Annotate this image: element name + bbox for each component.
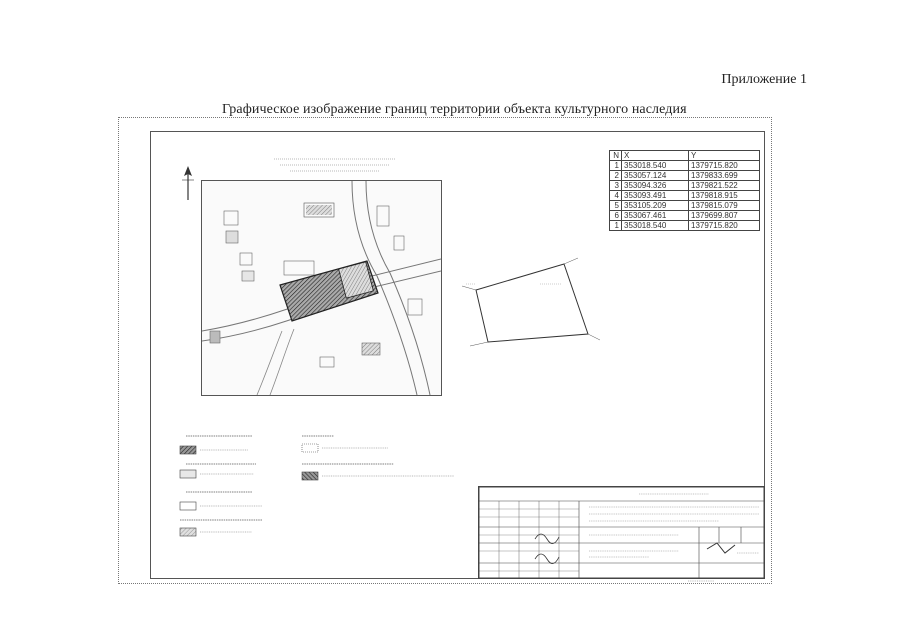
document-title: Графическое изображение границ территории объекта культурного наследия — [222, 102, 687, 117]
sheet-number-label — [686, 578, 716, 584]
north-arrow-icon — [182, 166, 194, 200]
legend-right-column — [298, 432, 458, 492]
annex-label: Приложение 1 — [721, 72, 807, 87]
x-value: 353018.540 — [622, 221, 689, 231]
table-row — [610, 191, 760, 201]
row-number: 4 — [610, 191, 622, 201]
coordinates-table — [609, 150, 760, 231]
x-value: 353094.326 — [622, 181, 689, 191]
table-row — [610, 201, 760, 211]
x-value: 353018.540 — [622, 161, 689, 171]
x-value: 353093.491 — [622, 191, 689, 201]
plan-callout-note — [270, 156, 400, 177]
y-value: 1379833.699 — [689, 171, 760, 181]
title-block-stamp — [478, 486, 765, 579]
y-value: 1379815.079 — [689, 201, 760, 211]
row-number: 5 — [610, 201, 622, 211]
row-number: 2 — [610, 171, 622, 181]
row-number: 3 — [610, 181, 622, 191]
x-value: 353057.124 — [622, 171, 689, 181]
row-number: 1 — [610, 161, 622, 171]
table-row — [610, 181, 760, 191]
column-header-n: N — [610, 151, 622, 161]
table-header-row — [610, 151, 760, 161]
table-row — [610, 221, 760, 231]
table-row — [610, 171, 760, 181]
y-value: 1379715.820 — [689, 161, 760, 171]
legend-left-column — [176, 432, 266, 562]
column-header-y: Y — [689, 151, 760, 161]
row-number: 6 — [610, 211, 622, 221]
site-plan-map — [201, 180, 442, 396]
table-row — [610, 161, 760, 171]
x-value: 353067.461 — [622, 211, 689, 221]
row-number: 1 — [610, 221, 622, 231]
x-value: 353105.209 — [622, 201, 689, 211]
y-value: 1379715.820 — [689, 221, 760, 231]
y-value: 1379818.915 — [689, 191, 760, 201]
y-value: 1379821.522 — [689, 181, 760, 191]
boundary-outline-diagram — [462, 256, 602, 351]
y-value: 1379699.807 — [689, 211, 760, 221]
column-header-x: X — [622, 151, 689, 161]
table-row — [610, 211, 760, 221]
